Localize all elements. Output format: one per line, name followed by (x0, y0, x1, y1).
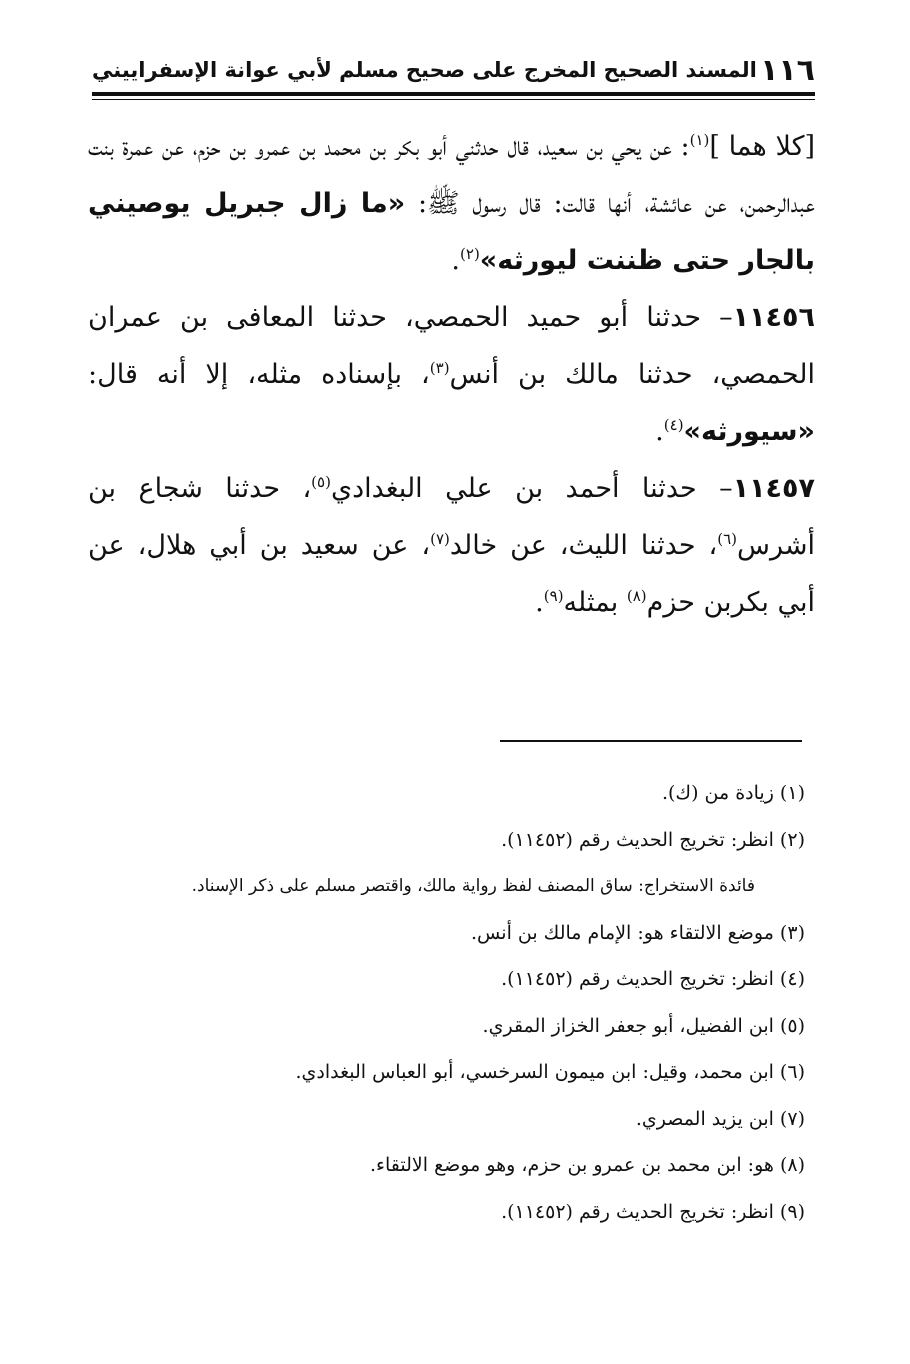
paragraph-3-text-c: ، حدثنا الليث، عن خالد (449, 530, 718, 561)
footnote-7: (٧) ابن يزيد المصري. (635, 1107, 805, 1130)
hadith-number-11457: ١١٤٥٧ (732, 473, 815, 504)
footnote-6: (٦) ابن محمد، وقيل: ابن ميمون السرخسي، أبو العباس البغدادي. (295, 1061, 805, 1083)
footnote-marker-5: (٥) (311, 473, 331, 491)
footnote-9: (٩) انظر: تخريج الحديث رقم (١١٤٥٢). (501, 1200, 805, 1223)
hadith-quote-1: «ما زال جبريل يوصيني بالجار حتى ظننت ليورثه» (88, 188, 815, 276)
footnote-marker-2: (٢) (460, 245, 480, 263)
paragraph-2-text-b: ، بإسناده مثله، إلا أنه قال: (88, 359, 430, 390)
page-header (92, 50, 815, 90)
footnote-marker-4: (٤) (663, 416, 684, 434)
footnote-marker-1: (١) (689, 131, 710, 149)
paragraph-1-text: : عن يحي بن سعيد، قال حدثني أبو بكر بن محمد بن عمرو بن حزم، عن عمرة بنت عبدالرحمن، عن عائشة، أنها قالت: قال رسول ﷺ: (88, 131, 815, 219)
paragraph-1-end: . (451, 245, 461, 276)
paragraph-3-text-b: ، حدثنا شجاع بن أشرس (88, 473, 815, 561)
footnote-8: (٨) هو: ابن محمد بن عمرو بن حزم، وهو موضع الالتقاء. (370, 1154, 805, 1176)
paragraph-3-end: . (535, 587, 544, 618)
footnote-2-benefit: فائدة الاستخراج: ساق المصنف لفظ رواية مالك، واقتصر مسلم على ذكر الإسناد. (191, 876, 755, 896)
footnotes (95, 770, 805, 1235)
bracketed-text: [كلا هما ] (709, 131, 815, 162)
footnote-2: (٢) انظر: تخريج الحديث رقم (١١٤٥٢). (501, 828, 805, 851)
paragraph-3 (88, 460, 815, 631)
hadith-number-11456: ١١٤٥٦ (732, 302, 815, 333)
footnote-4: (٤) انظر: تخريج الحديث رقم (١١٤٥٢). (501, 968, 805, 990)
paragraph-3-text-d: ، عن سعيد بن أبي هلال، عن أبي بكربن حزم (88, 530, 815, 618)
paragraph-2-end: . (655, 416, 664, 447)
page-number: ١١٦ (760, 52, 815, 88)
header-rule-thick (92, 92, 815, 96)
paragraph-2-text-a: – حدثنا أبو حميد الحمصي، حدثنا المعافى بن عمران الحمصي، حدثنا مالك بن أنس (88, 302, 815, 390)
running-title: المسند الصحيح المخرج على صحيح مسلم لأبي عوانة الإسفراييني (92, 58, 757, 82)
footnote-marker-9: (٩) (543, 587, 564, 605)
footnote-separator (500, 740, 802, 742)
footnote-marker-6: (٦) (717, 530, 738, 548)
header-rule-thin (92, 99, 815, 100)
footnote-5: (٥) ابن الفضيل، أبو جعفر الخزاز المقري. (482, 1014, 805, 1037)
main-text (88, 118, 815, 631)
footnote-3: (٣) موضع الالتقاء هو: الإمام مالك بن أنس. (471, 921, 805, 944)
hadith-quote-2: «سيورثه» (683, 416, 815, 447)
paragraph-3-text-e: بمثله (563, 587, 627, 618)
footnote-marker-8: (٨) (626, 587, 647, 605)
paragraph-2 (88, 289, 815, 460)
footnote-1: (١) زيادة من (ك). (661, 782, 805, 804)
footnote-marker-7: (٧) (430, 530, 450, 548)
paragraph-1 (88, 118, 815, 289)
paragraph-3-text-a: – حدثنا أحمد بن علي البغدادي (330, 473, 733, 504)
footnote-marker-3: (٣) (429, 359, 450, 377)
